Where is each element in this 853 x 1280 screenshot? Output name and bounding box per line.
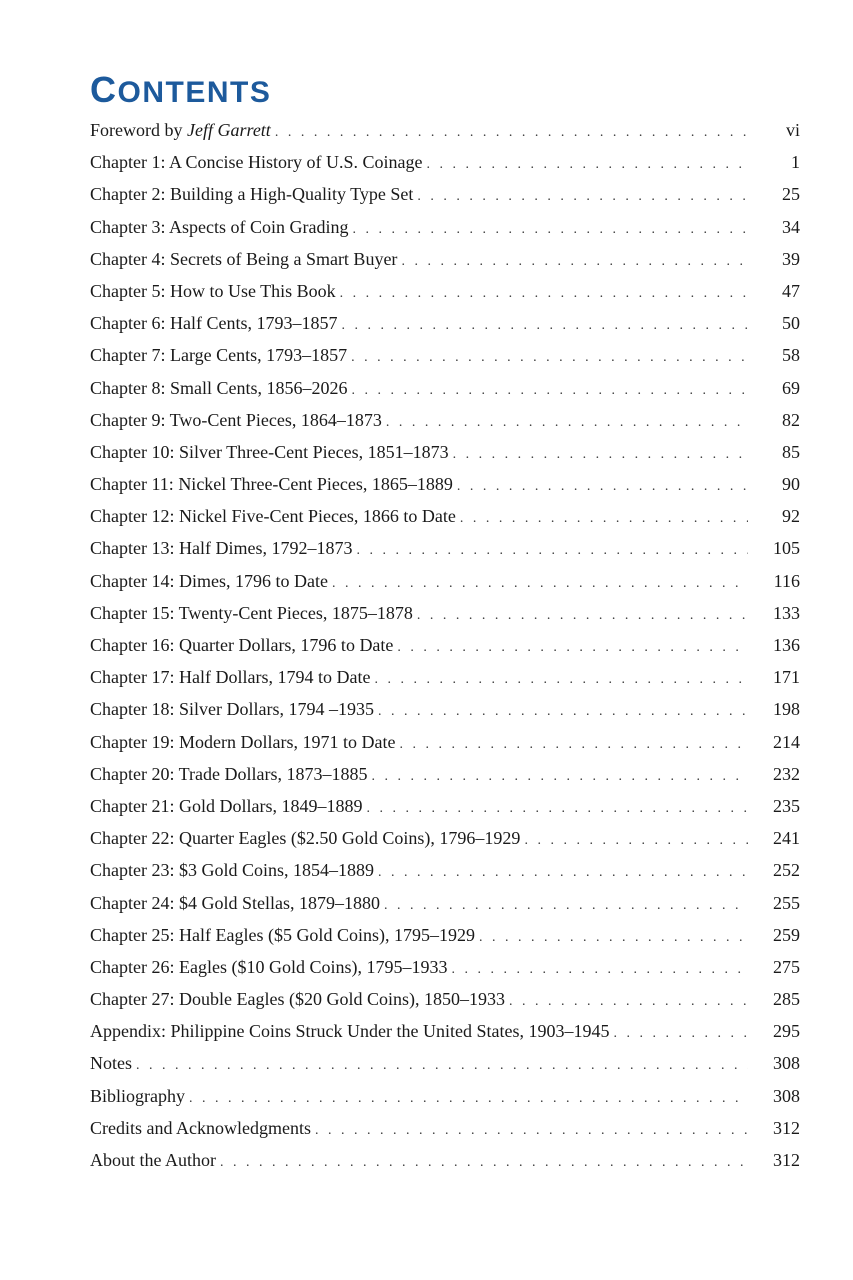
page-title-cap: C <box>90 69 118 110</box>
dot-leader <box>332 568 748 597</box>
dot-leader <box>378 857 748 886</box>
toc-entry-page: 136 <box>773 635 800 655</box>
toc-entry-page: 308 <box>773 1085 800 1106</box>
page-title-rest: ONTENTS <box>117 76 272 109</box>
toc-entry-title: Chapter 18: Silver Dollars, 1794 –1935 <box>90 699 374 720</box>
toc-entry-chapter-9[interactable] <box>90 404 800 436</box>
toc-entry-page: 308 <box>773 1053 800 1074</box>
dot-leader <box>509 986 748 1015</box>
toc-entry-page: 133 <box>773 602 800 623</box>
toc-entry-chapter-2[interactable] <box>90 178 800 210</box>
toc-entry-title: Chapter 25: Half Eagles ($5 Gold Coins), 1795–1929 <box>90 924 475 945</box>
toc-entry-title: Chapter 9: Two-Cent Pieces, 1864–1873 <box>90 409 382 430</box>
toc-entry-page: 295 <box>773 1021 800 1042</box>
dot-leader <box>426 149 748 178</box>
dot-leader <box>384 890 748 919</box>
toc-entry-chapter-3[interactable] <box>90 211 800 243</box>
toc-entry-chapter-24[interactable] <box>90 887 800 919</box>
dot-leader <box>374 664 748 693</box>
toc-entry-chapter-17[interactable] <box>90 661 800 693</box>
toc-entry-page: 275 <box>773 956 800 977</box>
toc-entry-page: 47 <box>782 280 800 301</box>
toc-entry-chapter-1[interactable] <box>90 146 800 178</box>
toc-entry-chapter-14[interactable] <box>90 565 800 597</box>
dot-leader <box>136 1050 748 1079</box>
toc-entry-page: 312 <box>773 1150 800 1170</box>
dot-leader <box>378 696 748 725</box>
toc-entry-page: 82 <box>782 409 800 430</box>
toc-entry-page: 116 <box>773 570 800 591</box>
toc-entry-chapter-23[interactable] <box>90 854 800 886</box>
toc-entry-page: 285 <box>773 989 800 1010</box>
toc-entry-title: Chapter 20: Trade Dollars, 1873–1885 <box>90 763 368 784</box>
dot-leader <box>397 632 748 661</box>
toc-entry-title: Chapter 21: Gold Dollars, 1849–1889 <box>90 795 363 816</box>
toc-entry-page: 171 <box>773 667 800 688</box>
dot-leader <box>352 214 748 243</box>
toc-entry-title: Chapter 19: Modern Dollars, 1971 to Date <box>90 731 396 752</box>
toc-entry-foreword[interactable] <box>90 114 800 146</box>
toc-entry-title: Chapter 14: Dimes, 1796 to Date <box>90 570 328 591</box>
toc-entry-title: Chapter 11: Nickel Three-Cent Pieces, 1865–1889 <box>90 474 453 495</box>
toc-entry-page: 105 <box>773 538 800 559</box>
toc-entry-chapter-22[interactable] <box>90 822 800 854</box>
toc-entry-chapter-19[interactable] <box>90 726 800 758</box>
toc-entry-chapter-12[interactable] <box>90 500 800 532</box>
toc-entry-title: Chapter 13: Half Dimes, 1792–1873 <box>90 538 353 559</box>
dot-leader <box>479 922 748 951</box>
toc-entry-chapter-13[interactable] <box>90 532 800 564</box>
toc-entry-title: Chapter 4: Secrets of Being a Smart Buyer <box>90 248 398 269</box>
dot-leader <box>351 342 748 371</box>
toc-entry-title: Chapter 17: Half Dollars, 1794 to Date <box>90 667 371 688</box>
dot-leader <box>457 471 748 500</box>
toc-entry-page: 34 <box>782 216 800 237</box>
toc-entry-page: 25 <box>782 184 800 205</box>
dot-leader <box>366 793 748 822</box>
toc-entry-chapter-5[interactable] <box>90 275 800 307</box>
toc-entry-title: Chapter 3: Aspects of Coin Grading <box>90 216 349 237</box>
dot-leader <box>275 117 748 146</box>
toc-entry-title: Chapter 22: Quarter Eagles ($2.50 Gold Coins), 1796–1929 <box>90 828 521 849</box>
dot-leader <box>315 1115 748 1144</box>
toc-entry-page: 85 <box>782 441 800 462</box>
toc-entry-chapter-26[interactable] <box>90 951 800 983</box>
toc-entry-chapter-15[interactable] <box>90 597 800 629</box>
toc-entry-appendix[interactable] <box>90 1015 800 1047</box>
dot-leader <box>340 278 748 307</box>
toc-entry-chapter-4[interactable] <box>90 243 800 275</box>
dot-leader <box>524 825 748 854</box>
toc-entry-title: Chapter 26: Eagles ($10 Gold Coins), 1795–1933 <box>90 956 448 977</box>
toc-entry-page: 198 <box>773 699 800 720</box>
toc-entry-title: Chapter 8: Small Cents, 1856–2026 <box>90 377 348 398</box>
toc-entry-title: Chapter 16: Quarter Dollars, 1796 to Date <box>90 635 394 655</box>
page-title <box>90 70 271 113</box>
dot-leader <box>189 1083 748 1112</box>
toc-entry-title: Chapter 23: $3 Gold Coins, 1854–1889 <box>90 860 374 881</box>
toc-entry-credits[interactable] <box>90 1112 800 1144</box>
toc-entry-page: 235 <box>773 795 800 816</box>
toc-entry-chapter-7[interactable] <box>90 339 800 371</box>
toc-entry-chapter-25[interactable] <box>90 919 800 951</box>
toc-entry-title: Chapter 7: Large Cents, 1793–1857 <box>90 345 348 366</box>
toc-entry-title: About the Author <box>90 1150 216 1170</box>
dot-leader <box>371 761 748 790</box>
toc-entry-notes[interactable] <box>90 1047 800 1079</box>
dot-leader <box>351 375 748 404</box>
toc-entry-title: Chapter 5: How to Use This Book <box>90 280 336 301</box>
toc-entry-chapter-8[interactable] <box>90 372 800 404</box>
toc-entry-title: Chapter 27: Double Eagles ($20 Gold Coins), 1850–1933 <box>90 989 505 1010</box>
toc-entry-chapter-21[interactable] <box>90 790 800 822</box>
toc-entry-chapter-20[interactable] <box>90 758 800 790</box>
dot-leader <box>453 439 748 468</box>
toc-entry-page: 58 <box>782 345 800 366</box>
toc-entry-page: vi <box>785 120 800 140</box>
toc-entry-page: 252 <box>773 860 800 881</box>
toc-entry-title: Chapter 10: Silver Three-Cent Pieces, 1851–1873 <box>90 441 449 462</box>
toc-entry-page: 90 <box>782 474 800 495</box>
toc-entry-chapter-27[interactable] <box>90 983 800 1015</box>
toc-entry-page: 39 <box>782 248 800 269</box>
toc-entry-title: Appendix: Philippine Coins Struck Under the United States, 1903–1945 <box>90 1021 610 1042</box>
toc-entry-chapter-16[interactable] <box>90 629 800 661</box>
toc-entry-page: 69 <box>782 377 800 398</box>
toc-entry-chapter-11[interactable] <box>90 468 800 500</box>
toc-entry-title: Chapter 12: Nickel Five-Cent Pieces, 1866 to Date <box>90 506 456 527</box>
toc-entry-title: Bibliography <box>90 1085 185 1106</box>
toc-entry-page: 232 <box>773 763 800 784</box>
dot-leader <box>399 729 748 758</box>
toc-entry-page: 214 <box>773 731 800 752</box>
toc-entry-title: Chapter 2: Building a High-Quality Type Set <box>90 184 414 205</box>
toc-entry-title: Notes <box>90 1053 132 1074</box>
toc-entry-chapter-18[interactable] <box>90 693 800 725</box>
toc-entry-title: Chapter 1: A Concise History of U.S. Coinage <box>90 152 423 173</box>
toc-entry-title: Credits and Acknowledgments <box>90 1117 311 1138</box>
toc-entry-page: 259 <box>773 924 800 945</box>
toc-entry-title: Chapter 15: Twenty-Cent Pieces, 1875–1878 <box>90 602 413 623</box>
dot-leader <box>417 181 748 210</box>
toc-entry-page: 241 <box>773 828 800 849</box>
dot-leader <box>356 535 748 564</box>
dot-leader <box>386 407 748 436</box>
toc-entry-chapter-6[interactable] <box>90 307 800 339</box>
dot-leader <box>220 1147 748 1176</box>
toc-entry-page: 255 <box>773 892 800 913</box>
toc-entry-page: 312 <box>773 1117 800 1138</box>
dot-leader <box>341 310 748 339</box>
toc-entry-page: 92 <box>782 506 800 527</box>
dot-leader <box>613 1018 748 1047</box>
dot-leader <box>417 600 748 629</box>
toc-entry-author: Jeff Garrett <box>187 120 271 140</box>
toc-entry-title: Chapter 6: Half Cents, 1793–1857 <box>90 313 338 334</box>
toc-entry-title: Chapter 24: $4 Gold Stellas, 1879–1880 <box>90 892 380 913</box>
dot-leader <box>451 954 748 983</box>
table-of-contents <box>90 114 800 1176</box>
dot-leader <box>401 246 748 275</box>
toc-entry-page: 50 <box>782 313 800 334</box>
toc-entry-bibliography[interactable] <box>90 1080 800 1112</box>
toc-entry-page: 1 <box>791 152 800 173</box>
toc-entry-title <box>90 114 275 146</box>
toc-entry-title-text: Foreword by <box>90 120 187 140</box>
toc-entry-chapter-10[interactable] <box>90 436 800 468</box>
toc-entry-about-author[interactable] <box>90 1144 800 1176</box>
dot-leader <box>460 503 748 532</box>
